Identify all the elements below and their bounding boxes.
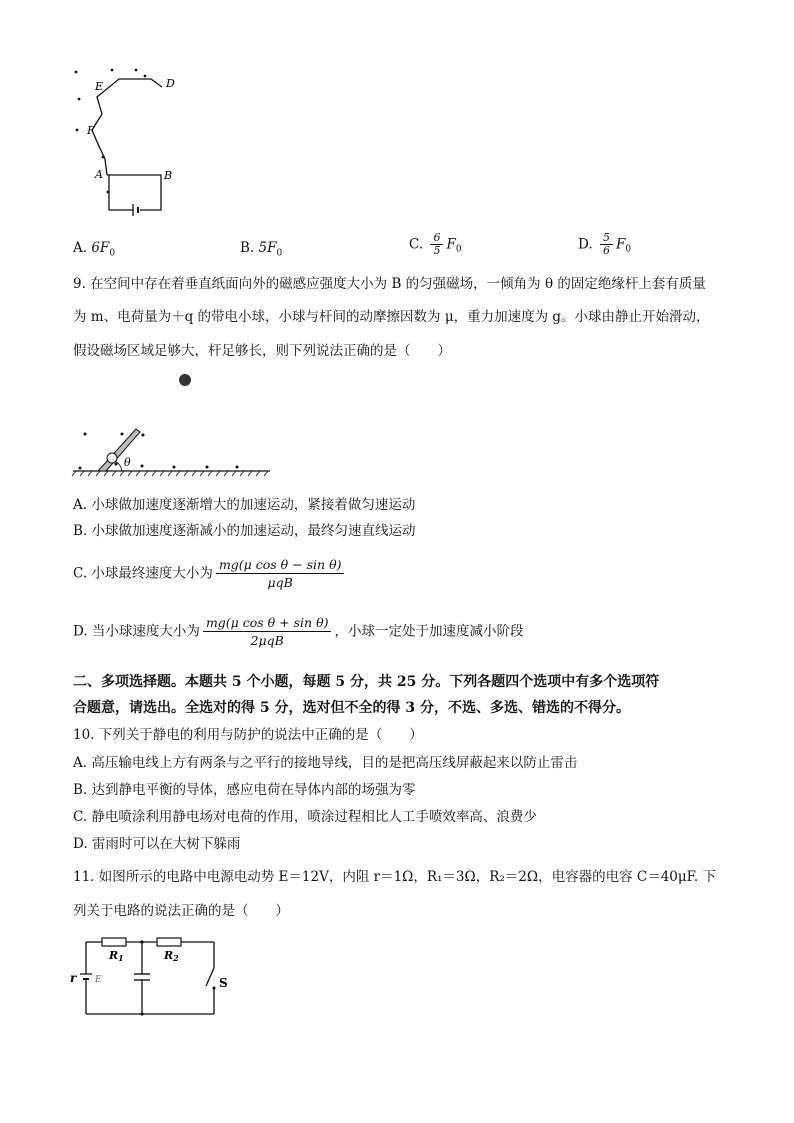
q9-option-c: C. 小球最终速度大小为 $\frac{\text{mg(μ cos θ − sin θ)}}{\text{μqB}}$ xyxy=(73,556,347,591)
q11-circuit xyxy=(66,930,246,1022)
q10-option-b: B. 达到静电平衡的导体，感应电荷在导体内部的场强为零 xyxy=(73,782,416,798)
q10-option-a: A. 高压输电线上方有两条与之平行的接地导线，目的是把高压线屏蔽起来以防止雷击 xyxy=(73,755,578,771)
label-s: S xyxy=(219,976,228,990)
label-r: r xyxy=(70,971,77,985)
resistor-r2 xyxy=(157,938,181,946)
q9-stem-line2: 为 m、电荷量为＋q 的带电小球，小球与杆间的动摩擦因数为 μ，重力加速度为 g。小球由静止开始滑动， xyxy=(73,309,710,325)
q9-figure xyxy=(70,366,270,486)
label-r1: R1 xyxy=(109,949,124,963)
q9-option-d: D. 当小球速度大小为 $\frac{\text{mg(μ cos θ + sin θ)}}{\text{2μqB}}$ ，小球一定处于加速度减小阶段 xyxy=(73,615,524,648)
label-a: A xyxy=(95,168,103,181)
q8-option-c: C. $\frac{6}{5}$ $F_0$ xyxy=(409,231,462,257)
q11-stem-line2: 列关于电路的说法正确的是（ ） xyxy=(73,903,289,919)
label-b: B xyxy=(164,169,173,182)
q9-option-b: B. 小球做加速度逐渐减小的加速运动，最终匀速直线运动 xyxy=(73,523,416,539)
label-r2: R2 xyxy=(164,949,179,963)
q8-option-d: D. $\frac{5}{6}$ $F_0$ xyxy=(578,231,632,257)
section2-heading-line2: 合题意，请选出。全选对的得 5 分，选对但不全的得 3 分，不选、多选、错选的不得分。 xyxy=(73,700,630,716)
q10-stem: 10. 下列关于静电的利用与防护的说法中正确的是（ ） xyxy=(73,727,423,743)
q8-option-b: B. $5F_0$ xyxy=(240,240,283,259)
smudge-mark xyxy=(179,374,191,386)
q9-stem-line1: 9. 在空间中存在着垂直纸面向外的磁感应强度大小为 B 的匀强磁场，一倾角为 θ 的固定绝缘杆上套有质量 xyxy=(73,276,706,292)
q8-figure xyxy=(70,62,190,222)
q10-option-c: C. 静电喷涂利用静电场对电荷的作用，喷涂过程相比人工手喷效率高、浪费少 xyxy=(73,809,537,825)
q11-stem-line1: 11. 如图所示的电路中电源电动势 E＝12V，内阻 r＝1Ω，R₁＝3Ω，R₂＝2Ω，电容器的电容 C＝40μF. 下 xyxy=(73,869,716,885)
label-d: D xyxy=(166,77,175,90)
label-e: E xyxy=(95,975,102,985)
q10-option-d: D. 雷雨时可以在大树下躲雨 xyxy=(73,836,241,852)
theta-label: θ xyxy=(124,456,131,469)
resistor-r1 xyxy=(102,938,126,946)
label-e: E xyxy=(95,80,104,93)
q9-field-dots xyxy=(79,433,239,470)
switch-s xyxy=(206,968,214,986)
section2-heading-line1: 二、多项选择题。本题共 5 个小题，每题 5 分，共 25 分。下列各题四个选项中有多个选项符 xyxy=(73,674,660,690)
label-f: F xyxy=(87,124,95,137)
q9-option-a: A. 小球做加速度逐渐增大的加速运动，紧接着做匀速运动 xyxy=(73,497,416,513)
q9-stem-line3: 假设磁场区域足够大，杆足够长，则下列说法正确的是（ ） xyxy=(73,343,451,359)
q8-option-a: A. $6F_0$ xyxy=(73,240,116,259)
